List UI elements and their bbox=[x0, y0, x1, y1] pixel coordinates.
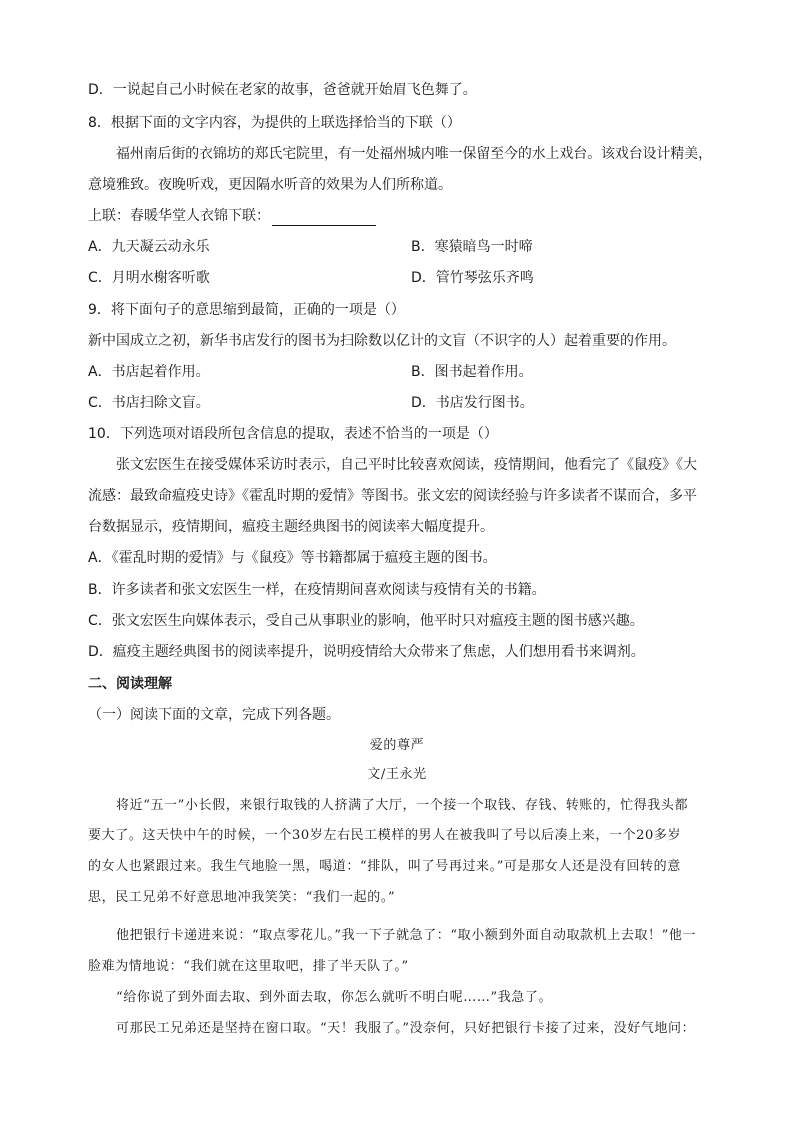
article-line: 的女人也紧跟过来。我生气地脸一黑，喝道：“排队，叫了号再过来。”可是那女人还是没有回转的意 bbox=[88, 859, 681, 874]
section-subheading: （一）阅读下面的文章，完成下列各题。 bbox=[88, 707, 340, 723]
q10-passage-line: 张文宏医生在接受媒体采访时表示，自己平时比较喜欢阅读，疫情期间，他看完了《鼠疫》《大 bbox=[116, 457, 697, 473]
q10-option-a: A．《霍乱时期的爱情》与《鼠疫》等书籍都属于瘟疫主题的图书。 bbox=[88, 550, 497, 566]
q10-stem: 10．下列选项对语段所包含信息的提取，表述不恰当的一项是（） bbox=[88, 426, 498, 442]
article-line: 可那民工兄弟还是坚持在窗口取。“天！我服了。”没奈何，只好把银行卡接了过来，没好气地问： bbox=[116, 1021, 696, 1036]
article-line: 他把银行卡递进来说：“取点零花儿。”我一下子就急了：“取小额到外面自动取款机上去取！”他一 bbox=[116, 928, 697, 943]
q8-couplet-text: 上联：春暖华堂人衣锦下联： bbox=[88, 208, 270, 224]
q8-couplet bbox=[88, 206, 376, 226]
answer-blank bbox=[272, 210, 376, 226]
article-line: “给你说了到外面去取、到外面去取，你怎么就听不明白呢……”我急了。 bbox=[116, 990, 553, 1005]
q8-option-c: C．月明水榭客听歌 bbox=[88, 270, 210, 286]
q9-stem: 9．将下面句子的意思缩到最简，正确的一项是（） bbox=[88, 302, 405, 318]
q9-option-b: B．图书起着作用。 bbox=[411, 364, 533, 380]
q10-option-b: B．许多读者和张文宏医生一样，在疫情期间喜欢阅读与疫情有关的书籍。 bbox=[88, 582, 546, 598]
article-line: 脸难为情地说：“我们就在这里取吧，排了半天队了。” bbox=[88, 959, 409, 974]
q9-sentence: 新中国成立之初，新华书店发行的图书为扫除数以亿计的文盲（不识字的人）起着重要的作用。 bbox=[88, 333, 676, 349]
q8-option-b: B．寒猿暗鸟一时啼 bbox=[411, 239, 533, 255]
q9-option-a: A．书店起着作用。 bbox=[88, 364, 210, 380]
article-title: 爱的尊严 bbox=[369, 738, 425, 753]
article-line: 思，民工兄弟不好意思地冲我笑笑：“我们一起的。” bbox=[88, 890, 396, 905]
q7-option-d: D．一说起自己小时候在老家的故事，爸爸就开始眉飞色舞了。 bbox=[88, 82, 477, 98]
q8-passage-line: 福州南后街的衣锦坊的郑氏宅院里，有一处福州城内唯一保留至今的水上戏台。该戏台设计精美， bbox=[116, 146, 712, 162]
section-heading: 二、阅读理解 bbox=[88, 676, 172, 692]
article-author: 文/王永光 bbox=[367, 767, 427, 782]
q9-option-c: C．书店扫除文盲。 bbox=[88, 395, 210, 411]
article-line: 将近“五一”小长假，来银行取钱的人挤满了大厅，一个接一个取钱、存钱、转账的，忙得我头都 bbox=[116, 798, 689, 813]
q8-option-a: A．九天凝云动永乐 bbox=[88, 239, 210, 255]
article-line: 要大了。这天快中午的时候，一个30岁左右民工模样的男人在被我叫了号以后凑上来，一个20多岁 bbox=[88, 828, 682, 843]
q10-option-c: C．张文宏医生向媒体表示，受自己从事职业的影响，他平时只对瘟疫主题的图书感兴趣。 bbox=[88, 613, 644, 629]
q9-option-d: D．书店发行图书。 bbox=[411, 395, 534, 411]
q8-passage-line: 意境雅致。夜晚听戏，更因隔水听音的效果为人们所称道。 bbox=[88, 177, 452, 193]
q10-passage-line: 台数据显示，疫情期间，瘟疫主题经典图书的阅读率大幅度提升。 bbox=[88, 519, 494, 535]
q8-stem: 8．根据下面的文字内容，为提供的上联选择恰当的下联（） bbox=[88, 115, 461, 131]
q10-option-d: D．瘟疫主题经典图书的阅读率提升，说明疫情给大众带来了焦虑，人们想用看书来调剂。 bbox=[88, 644, 645, 660]
q8-option-d: D．管竹琴弦乐齐鸣 bbox=[411, 270, 534, 286]
q10-passage-line: 流感：最致命瘟疫史诗》《霍乱时期的爱情》等图书。张文宏的阅读经验与许多读者不谋而合，多平 bbox=[88, 488, 697, 504]
